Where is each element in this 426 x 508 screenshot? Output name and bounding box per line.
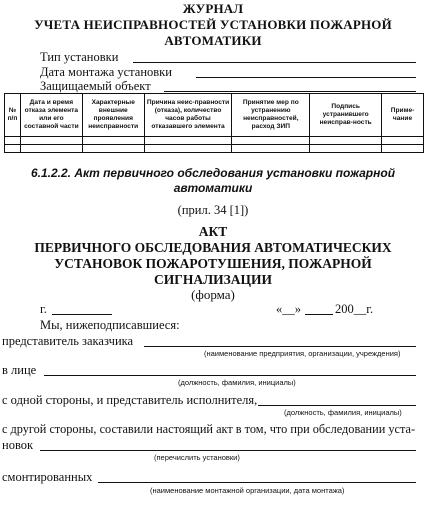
- in-person-line: [44, 375, 416, 376]
- mounted-line: [98, 482, 416, 483]
- installations-caption: (перечислить установки): [154, 453, 240, 462]
- field-install-type: Тип установки: [40, 50, 119, 64]
- mounted-caption: (наименование монтажной организации, дата монтажа): [150, 486, 345, 495]
- journal-title-line3: АВТОМАТИКИ: [164, 33, 262, 48]
- mounted-label: смонтированных: [2, 470, 93, 484]
- in-person-label: в лице: [2, 363, 37, 377]
- appendix-reference: (прил. 34 [1]): [177, 203, 249, 217]
- field-protected-object: Защищаемый объект: [40, 79, 151, 93]
- customer-rep-label: представитель заказчика: [2, 334, 134, 348]
- field-protected-object-line: [164, 91, 416, 92]
- installations-word: новок: [2, 438, 34, 452]
- journal-title: ЖУРНАЛ: [182, 1, 244, 16]
- date-year: 200__г.: [335, 302, 374, 316]
- field-install-type-line: [133, 62, 416, 63]
- table-row: [5, 145, 424, 153]
- column-header: Приме-чание: [382, 94, 424, 137]
- act-title: АКТ: [198, 224, 228, 239]
- date-day: «__»: [276, 302, 301, 316]
- field-mount-date-line: [196, 77, 416, 78]
- column-header: Подпись устранившего неисправ-ность: [310, 94, 382, 137]
- customer-rep-line: [144, 346, 416, 347]
- date-month-line: [305, 314, 333, 315]
- column-header: № п/п: [5, 94, 21, 137]
- city-label: г.: [40, 302, 47, 316]
- act-form-label: (форма): [191, 287, 235, 302]
- undersigned-text: Мы, нижеподписавшиеся:: [40, 318, 180, 332]
- city-line: [52, 314, 112, 315]
- column-header: Характерные внешние проявления неисправности: [82, 94, 144, 137]
- column-header: Причина неис-правности (отказа), количество часов работы отказавшего элемента: [144, 94, 232, 137]
- act-title-line4: СИГНАЛИЗАЦИИ: [153, 272, 273, 287]
- journal-table: [4, 93, 424, 153]
- table-row: [5, 137, 424, 145]
- column-header: Дата и время отказа элемента или его составной части: [20, 94, 82, 137]
- installations-line: [40, 450, 416, 451]
- field-mount-date: Дата монтажа установки: [40, 65, 172, 79]
- customer-rep-caption: (наименование предприятия, организации, учреждения): [204, 349, 401, 358]
- other-side-text: с другой стороны, составили настоящий акт в том, что при обследовании уста-: [2, 422, 416, 436]
- one-side-text: с одной стороны, и представитель исполнителя,: [2, 393, 258, 407]
- section-heading: 6.1.2.2. Акт первичного обследования установки пожарной: [30, 166, 396, 180]
- act-title-line2: ПЕРВИЧНОГО ОБСЛЕДОВАНИЯ АВТОМАТИЧЕСКИХ: [34, 240, 392, 255]
- contractor-caption: (должность, фамилия, инициалы): [284, 408, 402, 417]
- in-person-caption: (должность, фамилия, инициалы): [178, 378, 296, 387]
- section-heading-line2: автоматики: [173, 181, 253, 195]
- column-header: Принятие мер по устранению неисправностей, расход ЗИП: [232, 94, 310, 137]
- contractor-line: [258, 405, 416, 406]
- act-title-line3: УСТАНОВОК ПОЖАРОТУШЕНИЯ, ПОЖАРНОЙ: [54, 256, 372, 271]
- table-header-row: [5, 94, 424, 137]
- journal-title-line2: УЧЕТА НЕИСПРАВНОСТЕЙ УСТАНОВКИ ПОЖАРНОЙ: [34, 17, 392, 32]
